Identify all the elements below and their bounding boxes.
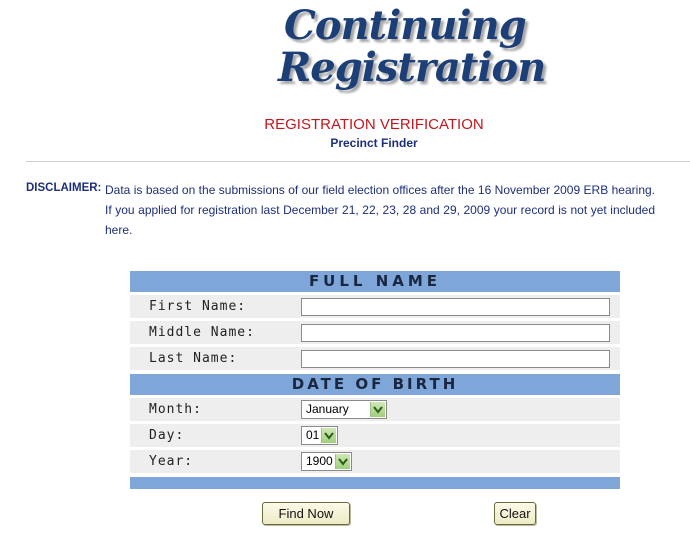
divider xyxy=(26,161,690,162)
date-of-birth-header: DATE OF BIRTH xyxy=(130,374,620,395)
last-name-input[interactable] xyxy=(301,350,610,368)
day-row xyxy=(130,424,620,447)
search-form xyxy=(130,271,620,489)
month-row xyxy=(130,398,620,421)
disclaimer-text: Data is based on the submissions of our field election offices after the 16 November 2009 ERB hearing. If you applied for registration last December 21, 22, 23, 28 and 29, 2009 your record is not yet included here. xyxy=(105,183,655,237)
month-label: Month: xyxy=(149,402,202,417)
find-now-button[interactable]: Find Now xyxy=(262,502,350,525)
full-name-header: FULL NAME xyxy=(130,271,620,292)
form-footer-bar xyxy=(130,477,620,489)
month-select-value: January xyxy=(306,402,349,416)
chevron-down-icon[interactable] xyxy=(370,402,385,417)
last-name-row xyxy=(130,347,620,370)
logo-line2: Registration xyxy=(278,44,546,91)
middle-name-input[interactable] xyxy=(301,324,610,342)
month-select[interactable] xyxy=(301,400,387,419)
middle-name-label: Middle Name: xyxy=(149,325,255,340)
year-select-value: 1900 xyxy=(306,454,333,468)
disclaimer-label: DISCLAIMER: xyxy=(26,182,102,194)
clear-button[interactable]: Clear xyxy=(494,502,536,525)
year-row xyxy=(130,450,620,473)
chevron-down-icon[interactable] xyxy=(321,428,336,443)
first-name-label: First Name: xyxy=(149,299,247,314)
last-name-label: Last Name: xyxy=(149,351,238,366)
day-select[interactable] xyxy=(301,426,338,445)
day-select-value: 01 xyxy=(306,428,320,442)
year-label: Year: xyxy=(149,454,194,469)
middle-name-row xyxy=(130,321,620,344)
first-name-input[interactable] xyxy=(301,298,610,316)
logo-line1: Continuing xyxy=(284,2,526,49)
first-name-row xyxy=(130,295,620,318)
page-subtitle: Precinct Finder xyxy=(330,136,418,150)
day-label: Day: xyxy=(149,428,185,443)
logo xyxy=(270,2,546,96)
year-select[interactable] xyxy=(301,452,352,471)
chevron-down-icon[interactable] xyxy=(335,454,350,469)
page-title: REGISTRATION VERIFICATION xyxy=(264,116,484,133)
